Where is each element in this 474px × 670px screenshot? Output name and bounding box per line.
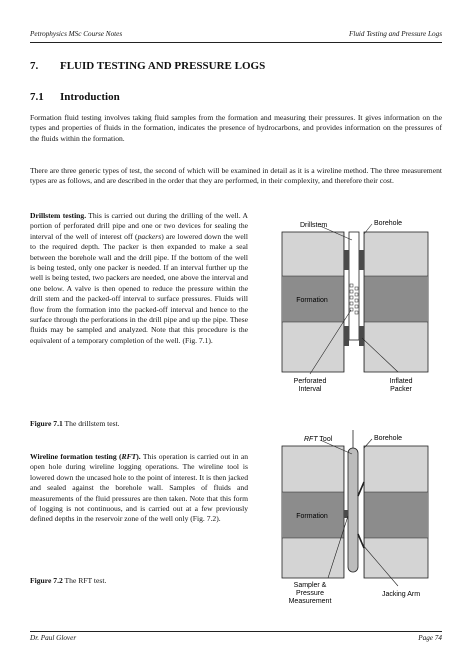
formation-band-right <box>364 276 428 322</box>
figure-7-2-label: Figure 7.2 <box>30 576 63 585</box>
rft-paragraph <box>30 452 248 525</box>
drillstem-title: Drillstem testing. <box>30 211 87 220</box>
header-course: Petrophysics MSc Course Notes <box>30 30 123 38</box>
label-borehole: Borehole <box>374 435 403 442</box>
rft-test-diagram <box>270 430 442 610</box>
lower-packer-left <box>344 326 349 346</box>
rft-abbr: RFT <box>121 452 137 461</box>
figure-7-2-caption <box>30 576 248 586</box>
figure-7-1-caption <box>30 419 248 429</box>
label-sampler-2: Pressure <box>295 590 325 597</box>
formation-band-right <box>364 492 428 538</box>
header-chapter: Fluid Testing and Pressure Logs <box>348 30 442 38</box>
chapter-number: 7. <box>30 60 39 72</box>
drillstem-paragraph <box>30 211 248 346</box>
chapter-title: FLUID TESTING AND PRESSURE LOGS <box>60 60 266 72</box>
label-sampler-3: Measurement <box>288 598 332 605</box>
intro-paragraph-2: There are three generic types of test, the second of which will be examined in detail as it is a wireline method. The three measurement types are as follows, and are described in the order that they are performed, in their complexity, and therefore their cost. <box>30 166 442 186</box>
label-perforated-1: Perforated <box>293 378 327 385</box>
upper-packer-right <box>359 250 364 270</box>
figure-7-2-text: The RFT test. <box>62 576 107 585</box>
figure-7-1-label: Figure 7.1 <box>30 419 63 428</box>
label-borehole: Borehole <box>374 220 403 227</box>
label-sampler-1: Sampler & <box>293 582 327 589</box>
label-perforated-2: Interval <box>298 386 322 393</box>
packers-term: packers <box>137 231 162 241</box>
section-title: Introduction <box>60 91 120 103</box>
intro-paragraph-1: Formation fluid testing involves taking fluid samples from the formation and measuring their pressures. It gives information on the types and properties of fluids in the formation, indicates the presence of hydrocarbons, and provides information on the pressures of the fluids within the formation. <box>30 113 442 143</box>
label-formation: Formation <box>296 297 328 304</box>
label-rft: RFT <box>304 436 318 443</box>
section-number: 7.1 <box>30 91 44 103</box>
footer-author: Dr. Paul Glover <box>30 634 77 642</box>
chapter-heading <box>30 60 265 72</box>
footer-page: Page 74 <box>418 634 442 642</box>
label-packer-1: Inflated <box>389 378 413 385</box>
label-tool: Tool <box>317 436 333 443</box>
rft-title: Wireline formation testing ( <box>30 452 122 461</box>
upper-packer-left <box>344 250 349 270</box>
probe <box>344 510 348 518</box>
rft-close: ). <box>136 452 141 461</box>
figure-7-1-text: The drillstem test. <box>62 419 120 428</box>
label-drillstem: Drillstem <box>300 222 328 229</box>
label-rft-tool <box>304 436 333 443</box>
rft-text: This operation is carried out in an open hole during wireline logging operations. The wireline tool is lowered down the uncased hole to the point of interest. It is then jacked and sealed against the borehole wall. Samples of fluids and measurements of the fluid pressures are then taken. Note that this form of logging is not continuous, and is carried out at a few previously defined depths in the reservoir zone of the well only (Fig. 7.2). <box>30 452 248 524</box>
rft-tool <box>348 448 358 572</box>
lower-packer-right <box>359 326 364 346</box>
drillstem-text-1: This is carried out during the drilling of the well. A portion of perforated drill pipe and one or two devices for sealing the interval of the well of interest off ( <box>30 211 248 241</box>
label-packer-2: Packer <box>390 386 412 393</box>
running-footer <box>30 631 442 646</box>
drillstem-test-diagram <box>270 212 442 400</box>
label-jacking-arm: Jacking Arm <box>381 591 421 598</box>
running-header <box>30 30 442 43</box>
drillstem-text-2: ) are lowered down the well to the required depth. The packer is then expanded to make a seal between the borehole wall and the drill pipe. If the bottom of the well is being tested, only one packer is needed. If an interval further up the well is being tested, two packers are needed, one above the interval and one below. A valve is then opened to reduce the pressure within the drill stem and the packed-off interval to surface pressures. Fluids will flow from the formation into the packed-off interval and hence to the surface through the perforations in the drill pipe and up the pipe. These fluids may be sampled and analyzed. Note that this procedure is the equivalent of a temporary completion of the well. (Fig. 7.1). <box>30 231 248 345</box>
section-heading <box>30 91 120 103</box>
label-formation: Formation <box>296 513 328 520</box>
